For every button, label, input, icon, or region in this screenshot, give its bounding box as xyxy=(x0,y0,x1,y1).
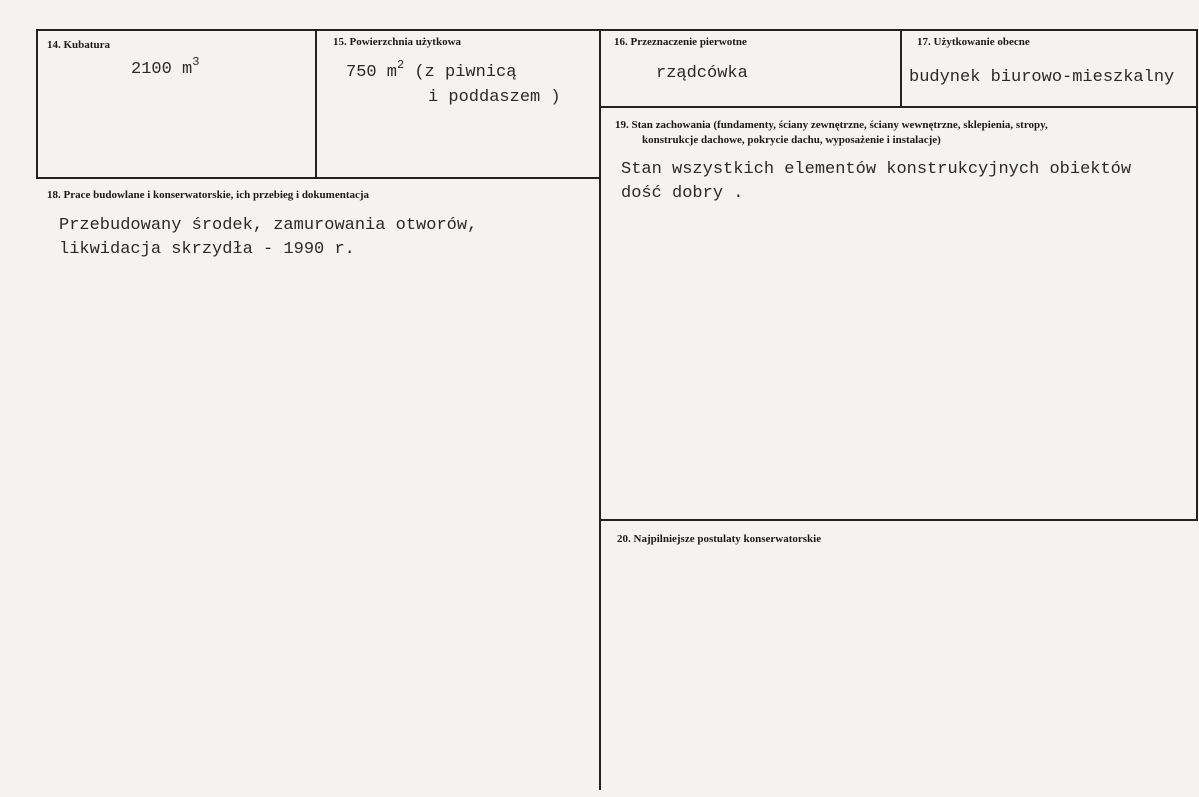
field-15-value-line2: i poddaszem ) xyxy=(428,88,561,107)
field-18-value-line2: likwidacja skrzydła - 1990 r. xyxy=(59,240,355,259)
divider-19-20 xyxy=(599,519,1198,521)
field-15-label: 15. Powierzchnia użytkowa xyxy=(333,36,462,48)
field-18-value-line1: Przebudowany środek, zamurowania otworów, xyxy=(59,216,478,235)
field-14-value: 2100 $m^3$ xyxy=(131,55,200,79)
divider-15-16 xyxy=(599,29,601,790)
divider-16-17 xyxy=(900,29,902,107)
field-19-value-line1: Stan wszystkich elementów konstrukcyjnych obiektów xyxy=(621,160,1132,179)
field-19-value-line2: dość dobry . xyxy=(621,184,744,203)
field-19-label-line2: konstrukcje dachowe, pokrycie dachu, wyposażenie i instalacje) xyxy=(642,134,941,146)
field-19-label-line1: 19. Stan zachowania (fundamenty, ściany zewnętrzne, ściany wewnętrzne, sklepienia, stropy, xyxy=(615,119,1048,131)
divider-14-18 xyxy=(36,177,601,179)
field-16-label: 16. Przeznaczenie pierwotne xyxy=(614,36,747,48)
field-16-value: rządcówka xyxy=(656,64,748,83)
top-border xyxy=(36,29,1197,31)
field-14-label: 14. Kubatura xyxy=(47,39,110,51)
field-17-value: budynek biurowo-mieszkalny xyxy=(909,68,1175,87)
field-15-value: 750 $m^2$ (z piwnicą xyxy=(346,58,517,82)
field-20-label: 20. Najpilniejsze postulaty konserwatorskie xyxy=(617,533,822,545)
divider-16-19 xyxy=(599,106,1198,108)
field-18-label: 18. Prace budowlane i konserwatorskie, ich przebieg i dokumentacja xyxy=(47,189,370,201)
right-border xyxy=(1196,29,1198,521)
divider-14-15 xyxy=(315,29,317,178)
field-17-label: 17. Użytkowanie obecne xyxy=(917,36,1030,48)
left-border xyxy=(36,29,38,179)
